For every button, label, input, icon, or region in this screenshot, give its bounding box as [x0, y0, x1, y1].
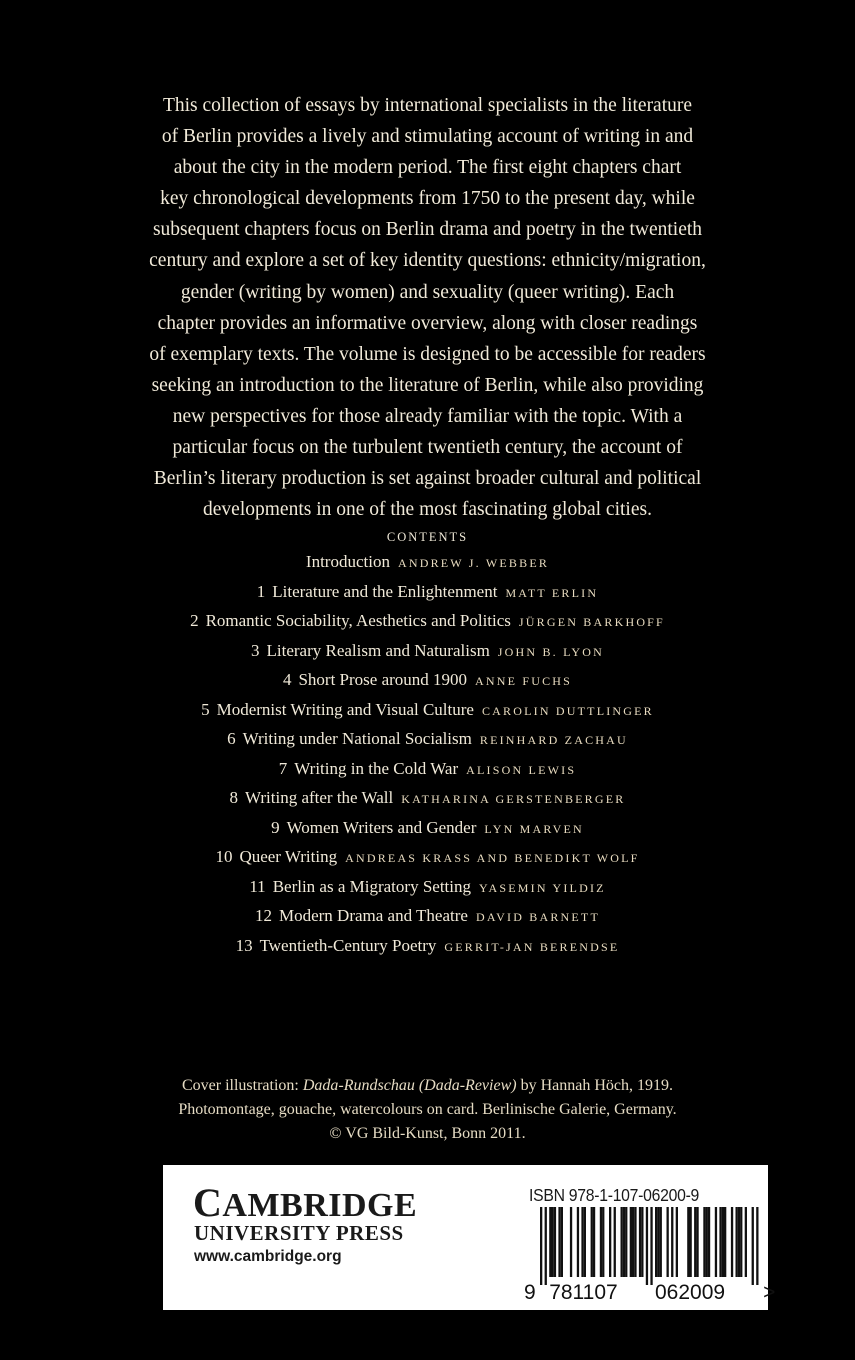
contents-item — [0, 902, 855, 932]
blurb-line: developments in one of the most fascinating global cities. — [203, 499, 652, 521]
chapter-author: LYN MARVEN — [484, 821, 584, 836]
blurb-line: subsequent chapters focus on Berlin drama and poetry in the twentieth — [152, 219, 703, 241]
contents-item — [0, 548, 855, 578]
barcode-bar — [646, 1207, 648, 1285]
blurb-text — [100, 90, 755, 525]
barcode-bar — [703, 1207, 705, 1277]
chapter-author: GERRIT-JAN BERENDSE — [444, 939, 620, 954]
credit-suffix: by Hannah Höch, 1919. — [516, 1077, 673, 1094]
chapter-author: ANDREAS KRASS AND BENEDIKT WOLF — [345, 851, 640, 865]
chapter-number: 1 — [256, 581, 266, 601]
barcode-bar — [745, 1207, 747, 1277]
blurb-line: key chronological developments from 1750 to the present day, while — [160, 188, 695, 210]
chapter-number: 12 — [254, 906, 272, 925]
barcode-bar — [655, 1207, 657, 1277]
barcode-bar — [738, 1207, 740, 1277]
chapter-number: 6 — [227, 729, 236, 748]
blurb-line: century and explore a set of key identity questions: ethnicity/migration, — [149, 250, 706, 272]
barcode-digits: 9 — [524, 1281, 536, 1304]
blurb-line: of Berlin provides a lively and stimulating account of writing in and — [161, 126, 694, 148]
credit-line-2: Photomontage, gouache, watercolours on card. Berlinische Galerie, Germany. — [178, 1101, 677, 1118]
barcode-bar — [687, 1207, 689, 1277]
barcode-bar — [696, 1207, 698, 1277]
barcode-bar — [694, 1207, 696, 1277]
isbn-label: ISBN 978-1-107-06200-9 — [529, 1185, 700, 1205]
publisher-logo — [193, 1179, 417, 1226]
blurb-line: chapter provides an informative overview, along with closer readings — [157, 312, 698, 334]
chapter-number: 5 — [201, 699, 210, 719]
chapter-title: Writing under National Socialism — [242, 729, 472, 748]
barcode-bar — [715, 1207, 717, 1277]
barcode-bar — [731, 1207, 733, 1277]
chapter-title: Literary Realism and Naturalism — [266, 640, 490, 660]
chapter-title: Berlin as a Migratory Setting — [272, 876, 471, 896]
barcode-bar — [676, 1207, 678, 1277]
barcode-digits: 062009 — [655, 1281, 726, 1304]
barcode-bar — [561, 1207, 563, 1277]
chapter-author: KATHARINA GERSTENBERGER — [401, 792, 626, 806]
barcode-bar — [558, 1207, 560, 1277]
contents-item — [0, 932, 855, 962]
chapter-title: Short Prose around 1900 — [298, 670, 468, 689]
chapter-title: Women Writers and Gender — [286, 817, 477, 837]
barcode-bar — [593, 1207, 595, 1277]
credit-prefix: Cover illustration: — [181, 1077, 303, 1094]
contents-item — [0, 814, 855, 844]
barcode-bar — [614, 1207, 616, 1277]
contents-item — [0, 784, 855, 814]
chapter-title: Introduction — [305, 552, 390, 571]
chapter-author: JÜRGEN BARKHOFF — [518, 615, 665, 629]
contents-item — [0, 843, 855, 873]
barcode-bar — [545, 1207, 547, 1285]
chapter-author: DAVID BARNETT — [475, 910, 600, 924]
barcode-bar — [632, 1207, 634, 1277]
chapter-title: Writing after the Wall — [245, 788, 394, 807]
chapter-title: Twentieth-Century Poetry — [259, 935, 437, 955]
barcode-bar — [625, 1207, 627, 1277]
barcode-digits: 781107 — [549, 1281, 618, 1304]
contents-item — [0, 607, 855, 637]
blurb-line: gender (writing by women) and sexuality (queer writing). Each — [180, 281, 675, 303]
barcode-bar — [602, 1207, 604, 1277]
barcode-bar — [570, 1207, 572, 1277]
chapter-author: ANDREW J. WEBBER — [397, 556, 550, 570]
contents-item — [0, 873, 855, 903]
barcode-bar — [634, 1207, 636, 1277]
barcode — [518, 1207, 776, 1307]
chapter-author: CAROLIN DUTTLINGER — [481, 703, 654, 718]
publisher-url: www.cambridge.org — [194, 1248, 342, 1265]
barcode-bar — [650, 1207, 652, 1285]
chapter-author: ANNE FUCHS — [475, 674, 573, 688]
barcode-bar — [549, 1207, 551, 1277]
logo-initial: C — [193, 1180, 223, 1225]
barcode-bar — [540, 1207, 542, 1285]
blurb-line: particular focus on the turbulent twentieth century, the account of — [172, 437, 683, 459]
cover-credit — [0, 1074, 855, 1146]
contents-item — [0, 578, 855, 608]
chapter-author: YASEMIN YILDIZ — [479, 880, 606, 895]
barcode-bar — [706, 1207, 708, 1277]
chapter-title: Literature and the Enlightenment — [272, 581, 498, 601]
barcode-bar — [667, 1207, 669, 1277]
chapter-number: 10 — [215, 847, 233, 866]
barcode-bar — [554, 1207, 556, 1277]
chapter-title: Writing in the Cold War — [294, 758, 459, 778]
barcode-bar — [660, 1207, 662, 1277]
contents-heading: CONTENTS — [386, 530, 469, 544]
barcode-bar — [719, 1207, 721, 1277]
barcode-bar — [581, 1207, 583, 1277]
chapter-number: 8 — [229, 788, 238, 807]
barcode-bar — [752, 1207, 754, 1285]
barcode-bar — [690, 1207, 692, 1277]
barcode-bar — [621, 1207, 623, 1277]
barcode-bar — [724, 1207, 726, 1277]
publisher-subtitle: UNIVERSITY PRESS — [194, 1221, 404, 1245]
barcode-bar — [577, 1207, 579, 1277]
chapter-number: 13 — [235, 935, 253, 955]
barcode-bar — [722, 1207, 724, 1277]
chapter-number: 3 — [251, 640, 260, 660]
barcode-bar — [552, 1207, 554, 1277]
chapter-title: Romantic Sociability, Aesthetics and Politics — [205, 611, 511, 630]
credit-work-title: Dada-Rundschau (Dada-Review) — [302, 1077, 517, 1094]
publisher-barcode-box — [163, 1165, 776, 1310]
barcode-bar — [584, 1207, 586, 1277]
blurb-line: of exemplary texts. The volume is designed to be accessible for readers — [149, 343, 706, 365]
credit-line-3: © VG Bild-Kunst, Bonn 2011. — [329, 1125, 526, 1142]
chapter-title: Modern Drama and Theatre — [278, 906, 468, 925]
barcode-bar — [591, 1207, 593, 1277]
contents-list — [0, 526, 855, 961]
chapter-number: 7 — [278, 758, 288, 778]
chapter-author: REINHARD ZACHAU — [479, 733, 628, 747]
chapter-title: Queer Writing — [239, 847, 338, 866]
chapter-author: JOHN B. LYON — [497, 644, 604, 659]
blurb-line: This collection of essays by international specialists in the literature — [162, 95, 693, 116]
barcode-bar — [657, 1207, 659, 1277]
contents-item — [0, 696, 855, 726]
logo-name: AMBRIDGE — [222, 1187, 418, 1224]
barcode-bar — [740, 1207, 742, 1277]
barcode-bar — [600, 1207, 602, 1277]
barcode-bar — [641, 1207, 643, 1277]
contents-item — [0, 725, 855, 755]
chapter-number: 9 — [271, 817, 280, 837]
contents-item — [0, 755, 855, 785]
chapter-title: Modernist Writing and Visual Culture — [216, 699, 474, 719]
blurb-line: Berlin’s literary production is set against broader cultural and political — [153, 468, 702, 490]
chapter-number: 4 — [282, 670, 292, 689]
blurb-line: about the city in the modern period. The first eight chapters chart — [173, 157, 682, 179]
barcode-bar — [708, 1207, 710, 1277]
blurb-line: new perspectives for those already familiar with the topic. With a — [172, 405, 683, 427]
barcode-bar — [623, 1207, 625, 1277]
chapter-author: MATT ERLIN — [505, 585, 599, 600]
contents-item — [0, 637, 855, 667]
barcode-bar — [630, 1207, 632, 1277]
barcode-bar — [756, 1207, 758, 1285]
barcode-digits: > — [763, 1281, 776, 1304]
chapter-author: ALISON LEWIS — [466, 762, 577, 777]
contents-item — [0, 666, 855, 696]
barcode-bar — [671, 1207, 673, 1277]
barcode-bar — [639, 1207, 641, 1277]
chapter-number: 2 — [190, 611, 199, 630]
barcode-bar — [736, 1207, 738, 1277]
blurb-line: seeking an introduction to the literature of Berlin, while also providing — [151, 374, 704, 396]
barcode-bar — [609, 1207, 611, 1277]
chapter-number: 11 — [249, 876, 266, 896]
